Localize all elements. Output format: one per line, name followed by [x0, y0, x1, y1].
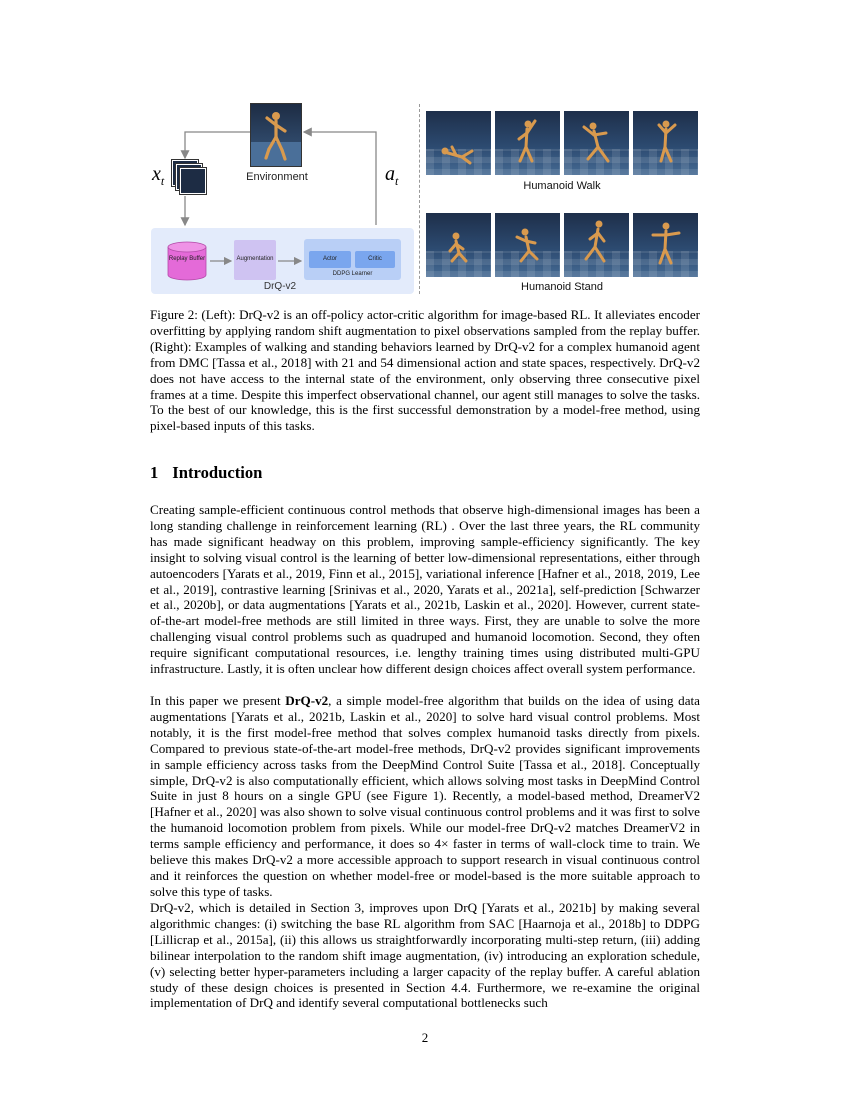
humanoid-walk-frame: [564, 111, 629, 175]
page-number: 2: [421, 1030, 429, 1045]
section-title: Introduction: [172, 463, 263, 482]
humanoid-walk-frame: [495, 111, 560, 175]
figure-divider: [419, 104, 420, 294]
humanoid-stand-frame: [633, 213, 698, 277]
paragraph-1: Creating sample-efficient continuous control methods that observe high-dimensional images has been a long standing challenge in reinforcement learning (RL) . Over the last three years, the RL community has made significant headway on this problem, improving sample-efficiency significantly. The key insight to solving visual control is the learning of better low-dimensional representations, either through autoencoders [Yarats et al., 2019, Finn et al., 2015], variational inference [Hafner et al., 2018, 2019, Lee et al., 2019], contrastive learning [Srinivas et al., 2020, Yarats et al., 2021a], self-prediction [Schwarzer et al., 2020b], or data augmentations [Yarats et al., 2021b, Laskin et al., 2020]. However, current state-of-the-art model-free methods are still limited in three ways. First, they are unable to solve the more challenging visual control problems such as quadruped and humanoid locomotion. Second, they often require significant computational resources, i.e. lengthy training times using distributed multi-GPU infrastructure. Lastly, it is often unclear how different design choices affect overall system performance.: [150, 502, 700, 677]
actor-label: Actor: [322, 256, 337, 262]
augmentation-label: Augmentation: [236, 256, 274, 262]
ddpg-learner-label: DDPG Learner: [332, 271, 373, 277]
environment-image: [250, 103, 302, 167]
humanoid-walk-caption: Humanoid Walk: [523, 180, 601, 192]
replay-buffer-label: Replay Buffer: [168, 256, 206, 262]
frame-stack-icon: [172, 160, 206, 194]
action-symbol: $a_t$: [385, 163, 399, 188]
paragraph-3: DrQ-v2, which is detailed in Section 3, improves upon DrQ [Yarats et al., 2021b] by making several algorithmic changes: (i) switching the base RL algorithm from SAC [Haarnoja et al., 2018b] to DDPG [Lillicrap et al., 2015a], (ii) this allows us straightforwardly incorporating multi-step return, (iii) adding bilinear interpolation to the random shift image augmentation, (iv) introducing an exploration schedule, (v) selecting better hyper-parameters including a larger capacity of the replay buffer. A careful ablation study of these design choices is presented in Section 4.4. Furthermore, we re-examine the original implementation of DrQ and identify several computational bottlenecks such: [150, 900, 700, 1011]
humanoid-stand-caption: Humanoid Stand: [521, 281, 603, 293]
critic-label: Critic: [368, 256, 382, 262]
humanoid-walk-frame: [426, 111, 491, 175]
environment-label: Environment: [246, 171, 308, 183]
observation-symbol: $x_t$: [152, 163, 165, 188]
drq-v2-label: DrQ-v2: [263, 281, 297, 292]
humanoid-stand-frame: [426, 213, 491, 277]
section-heading: [150, 463, 262, 483]
section-number: 1: [150, 463, 159, 482]
method-name: DrQ-v2: [285, 693, 329, 708]
paragraph-2: In this paper we present DrQ-v2, a simple model-free algorithm that builds on the idea of using data augmentations [Yarats et al., 2021b, Laskin et al., 2020] to solve hard visual control problems. Most notably, it is the first model-free method that solves complex humanoid tasks directly from pixels. Compared to previous state-of-the-art model-free methods, DrQ-v2 provides significant improvements in sample efficiency across tasks from the DeepMind Control Suite [Tassa et al., 2018]. Conceptually simple, DrQ-v2 is also computationally efficient, which allows solving most tasks in DeepMind Control Suite in just 8 hours on a single GPU (see Figure 1). Recently, a model-based method, DreamerV2 [Hafner et al., 2020] was also shown to solve visual continuous control problems and it was first to solve the humanoid locomotion problem from pixels. While our model-free DrQ-v2 matches DreamerV2 in terms sample efficiency and performance, it does so 4× faster in terms of wall-clock time to train. We believe this makes DrQ-v2 a more accessible approach to support research in visual continuous control and it reinforces the question on whether model-free or model-based is the more suitable approach to solve this type of tasks.: [150, 693, 700, 899]
humanoid-walk-frame: [633, 111, 698, 175]
diagram-arrows: [0, 0, 850, 310]
humanoid-stand-frame: [495, 213, 560, 277]
figure-caption: Figure 2: (Left): DrQ-v2 is an off-policy actor-critic algorithm for image-based RL. It alleviates encoder overfitting by applying random shift augmentation to pixel observations sampled from the replay buffer. (Right): Examples of walking and standing behaviors learned by DrQ-v2 for a complex humanoid agent from DMC [Tassa et al., 2018] with 21 and 54 dimensional action and state spaces, respectively. DrQ-v2 does not have access to the internal state of the environment, only observing three consecutive pixel frames at a time. Despite this imperfect observational channel, our agent still manages to solve the tasks. To the best of our knowledge, this is the first successful demonstration by a model-free method, using pixel-based inputs of this tasks.: [150, 307, 700, 434]
humanoid-stand-frame: [564, 213, 629, 277]
